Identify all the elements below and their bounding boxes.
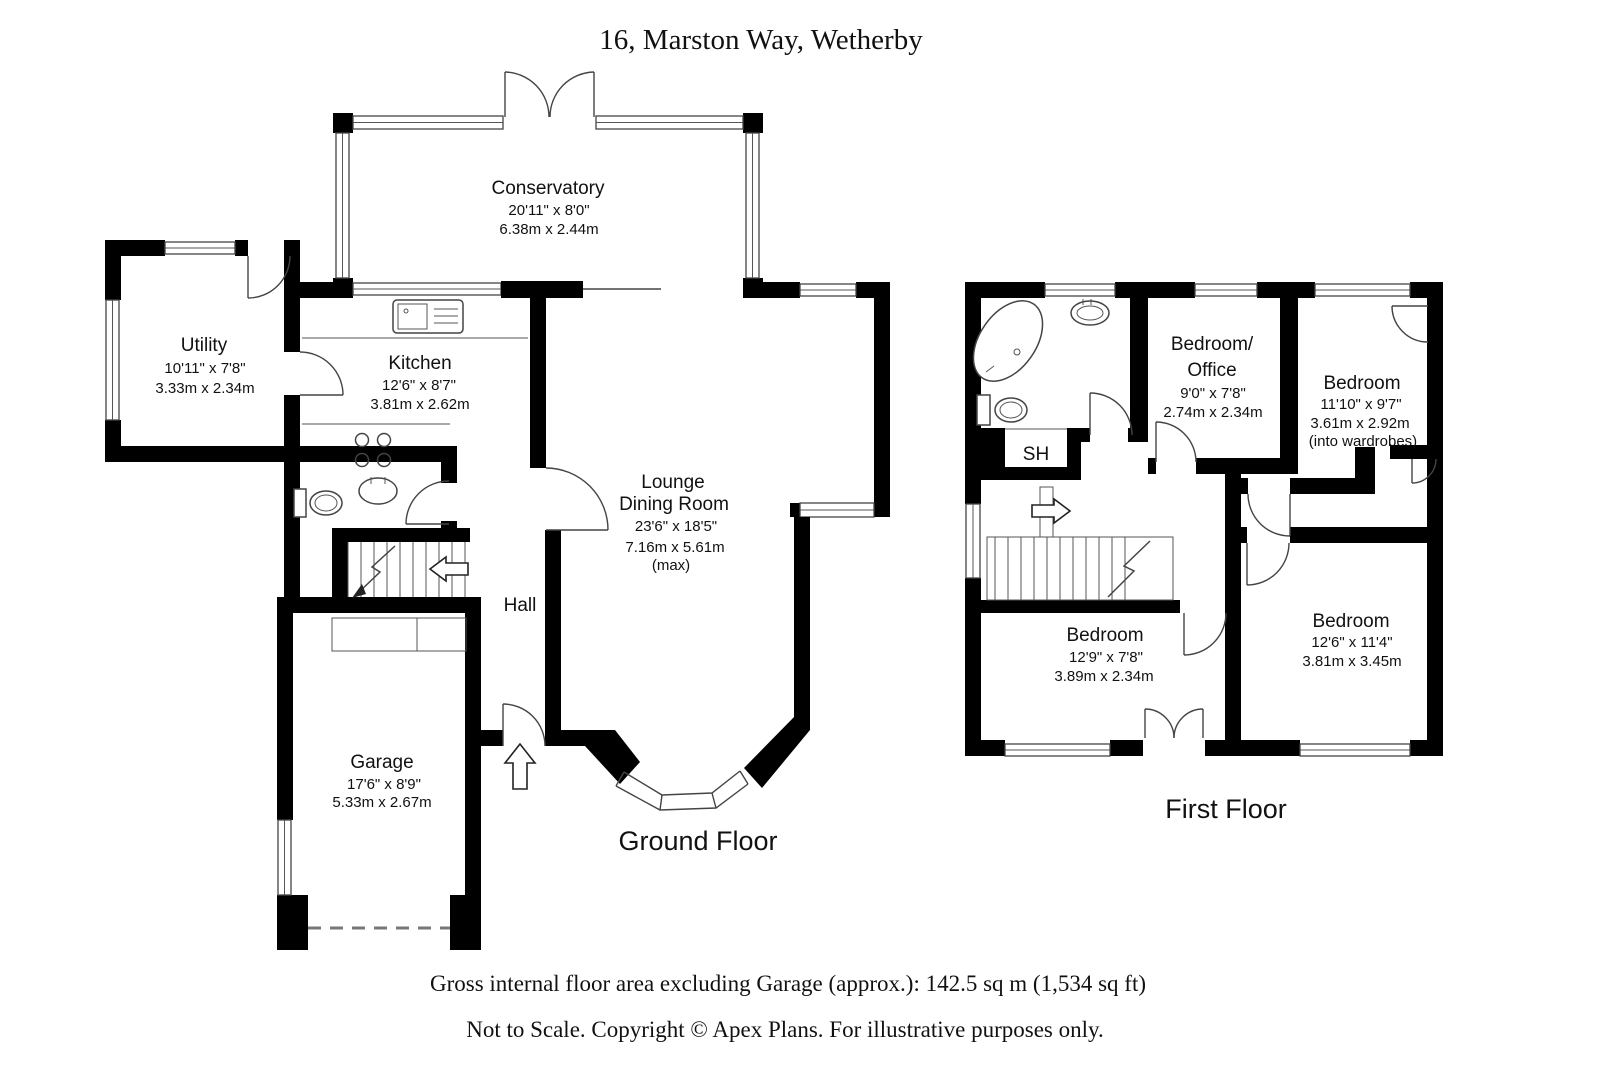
garage-walls: [277, 597, 481, 950]
basin: [1071, 299, 1109, 325]
stairs-direction-arrow: [430, 557, 468, 581]
first-floor-label: First Floor: [1165, 794, 1287, 824]
svg-text:3.81m x 3.45m: 3.81m x 3.45m: [1302, 653, 1402, 670]
svg-text:12'9" x 7'8": 12'9" x 7'8": [1069, 649, 1143, 666]
kitchen-sink: [302, 300, 528, 338]
svg-text:11'10" x 9'7": 11'10" x 9'7": [1320, 396, 1402, 413]
svg-text:6.38m x 2.44m: 6.38m x 2.44m: [499, 221, 599, 238]
svg-text:5.33m x 2.67m: 5.33m x 2.67m: [332, 794, 432, 811]
svg-text:12'6" x 11'4": 12'6" x 11'4": [1311, 634, 1393, 651]
svg-text:3.61m x 2.92m: 3.61m x 2.92m: [1310, 415, 1410, 432]
basin: [359, 477, 397, 504]
svg-text:Kitchen: Kitchen: [388, 353, 452, 374]
toilet: [294, 489, 342, 517]
svg-text:23'6" x 18'5": 23'6" x 18'5": [634, 518, 718, 535]
svg-text:Utility: Utility: [180, 335, 228, 356]
shower-label: SH: [1022, 444, 1050, 465]
house-walls: [284, 282, 890, 746]
stairs: [348, 542, 468, 598]
toilet: [977, 395, 1027, 425]
bay-window: [585, 717, 810, 810]
svg-text:12'6" x 8'7": 12'6" x 8'7": [382, 377, 456, 394]
svg-text:2.74m x 2.34m: 2.74m x 2.34m: [1163, 404, 1263, 421]
footer: [430, 971, 1146, 1042]
entrance-arrow: [505, 744, 535, 789]
stairs-direction-arrow: [1032, 499, 1070, 523]
garage-label: [332, 752, 431, 811]
svg-text:9'0" x 7'8": 9'0" x 7'8": [1180, 385, 1246, 402]
kitchen-label: [370, 353, 469, 413]
svg-text:Lounge: Lounge: [641, 472, 705, 493]
svg-text:Bedroom/: Bedroom/: [1170, 334, 1254, 355]
svg-text:20'11" x 8'0": 20'11" x 8'0": [508, 202, 590, 219]
bedroom-rear-label: [1309, 373, 1417, 450]
footer-copyright-text: Not to Scale. Copyright © Apex Plans. For illustrative purposes only.: [466, 1017, 1104, 1042]
lounge-label: [619, 472, 729, 574]
french-doors: [505, 72, 594, 117]
svg-text:10'11" x 7'8": 10'11" x 7'8": [164, 360, 246, 377]
bedroom-front-right-label: [1302, 611, 1401, 670]
utility-label: [155, 335, 254, 397]
svg-text:3.89m x 2.34m: 3.89m x 2.34m: [1054, 668, 1154, 685]
hall-label: Hall: [503, 595, 537, 616]
svg-text:Dining Room: Dining Room: [619, 494, 729, 515]
footer-area-text: Gross internal floor area excluding Garage (approx.): 142.5 sq m (1,534 sq ft): [430, 971, 1146, 996]
ground-floor-plan: [105, 72, 890, 950]
svg-text:(max): (max): [651, 557, 691, 574]
svg-text:7.16m x 5.61m: 7.16m x 5.61m: [625, 539, 725, 556]
bedroom-front-left-label: [1054, 625, 1153, 685]
svg-text:Bedroom: Bedroom: [1312, 611, 1390, 632]
svg-text:(into wardrobes): (into wardrobes): [1308, 433, 1418, 450]
bedroom-office-label: [1163, 334, 1262, 421]
storage-unit: [332, 618, 466, 651]
svg-text:Bedroom: Bedroom: [1323, 373, 1401, 394]
ground-floor-label: Ground Floor: [618, 826, 778, 856]
first-floor-plan: [959, 282, 1443, 824]
svg-text:17'6" x 8'9": 17'6" x 8'9": [347, 776, 421, 793]
svg-text:3.33m x 2.34m: 3.33m x 2.34m: [155, 380, 255, 397]
svg-text:Bedroom: Bedroom: [1066, 625, 1144, 646]
svg-text:Office: Office: [1187, 360, 1237, 381]
svg-text:Conservatory: Conservatory: [491, 178, 605, 199]
plan-title: 16, Marston Way, Wetherby: [599, 24, 923, 56]
svg-text:3.81m x 2.62m: 3.81m x 2.62m: [370, 396, 470, 413]
svg-text:Garage: Garage: [350, 752, 414, 773]
conservatory-label: [492, 178, 605, 238]
stairs: [987, 487, 1173, 600]
